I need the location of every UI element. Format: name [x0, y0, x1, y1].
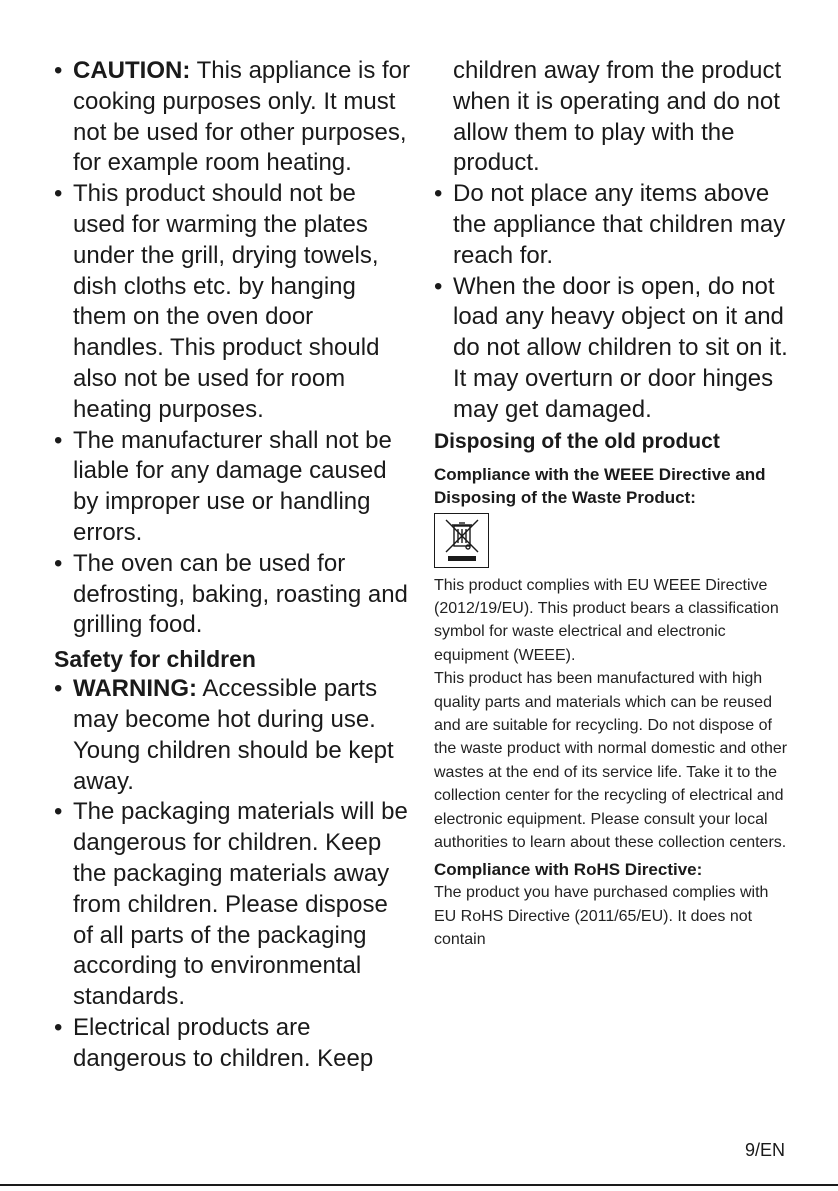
warning-label: WARNING:	[73, 675, 197, 703]
list-item	[54, 1013, 410, 1075]
list-item-text: When the door is open, do not load any heavy object on it and do not allow children to sit on it. It may overturn or door hinges may get damaged.	[453, 272, 788, 423]
safety-list-children	[54, 674, 410, 1074]
disposing-section-title: Disposing of the old product	[434, 429, 720, 453]
list-item-text: Do not place any items above the appliance that children may reach for.	[453, 180, 786, 269]
weee-subtitle: Compliance with the WEEE Directive and Disposing of the Waste Product:	[434, 464, 766, 507]
crossed-out-wheelie-bin-icon	[440, 516, 484, 564]
right-column	[434, 56, 788, 952]
list-item-text: The oven can be used for defrosting, baking, roasting and grilling food.	[73, 549, 408, 639]
list-item-caution	[54, 56, 410, 179]
bottom-divider	[0, 1184, 838, 1186]
weee-icon	[434, 513, 489, 568]
list-item-text: This appliance is for cooking purposes only. It must not be used for other purposes, for example room heating.	[73, 57, 410, 177]
weee-paragraph-1: This product complies with EU WEEE Directive (2012/19/EU). This product bears a classification symbol for waste electrical and electronic equipment (WEEE).	[434, 576, 779, 664]
list-item	[434, 272, 788, 426]
list-item-text: Electrical products are dangerous to children. Keep	[73, 1013, 374, 1072]
list-item	[434, 179, 788, 271]
list-item-warning	[54, 674, 410, 797]
page-number: 9/EN	[744, 1140, 785, 1160]
list-item	[54, 426, 410, 549]
list-item-text: Accessible parts may become hot during use. Young children should be kept away.	[73, 675, 394, 795]
rohs-subtitle: Compliance with RoHS Directive:	[434, 860, 703, 880]
left-column	[54, 56, 410, 1075]
list-item	[54, 797, 410, 1013]
safety-for-children-heading: Safety for children	[54, 646, 256, 673]
caution-label: CAUTION:	[73, 57, 191, 84]
list-item-text: The manufacturer shall not be liable for any damage caused by improper use or handling errors.	[73, 426, 392, 546]
list-item	[54, 549, 410, 641]
weee-paragraph-2: This product has been manufactured with high quality parts and materials which can be reused and are suitable for recycling. Do not dispose of the waste product with normal domestic and other wastes at the end of its service life. Take it to the collection center for the recycling of electrical and electronic equipment. Please consult your local authorities to learn about these collection centers.	[434, 670, 788, 852]
rohs-paragraph: The product you have purchased complies with EU RoHS Directive (2011/65/EU). It does not contain	[434, 884, 769, 949]
list-item-text: This product should not be used for warming the plates under the grill, drying towels, dish cloths etc. by hanging them on the oven door handles. This product should also not be used for room heating purposes.	[73, 180, 380, 423]
list-continuation: children away from the product when it is operating and do not allow them to play with the product.	[453, 57, 782, 177]
list-item-text: The packaging materials will be dangerous for children. Keep the packaging materials away from children. Please dispose of all parts of the packaging according to environmental standards.	[73, 798, 408, 1011]
list-item	[54, 179, 410, 425]
safety-list-continued	[434, 179, 788, 425]
safety-list-general	[54, 56, 410, 641]
